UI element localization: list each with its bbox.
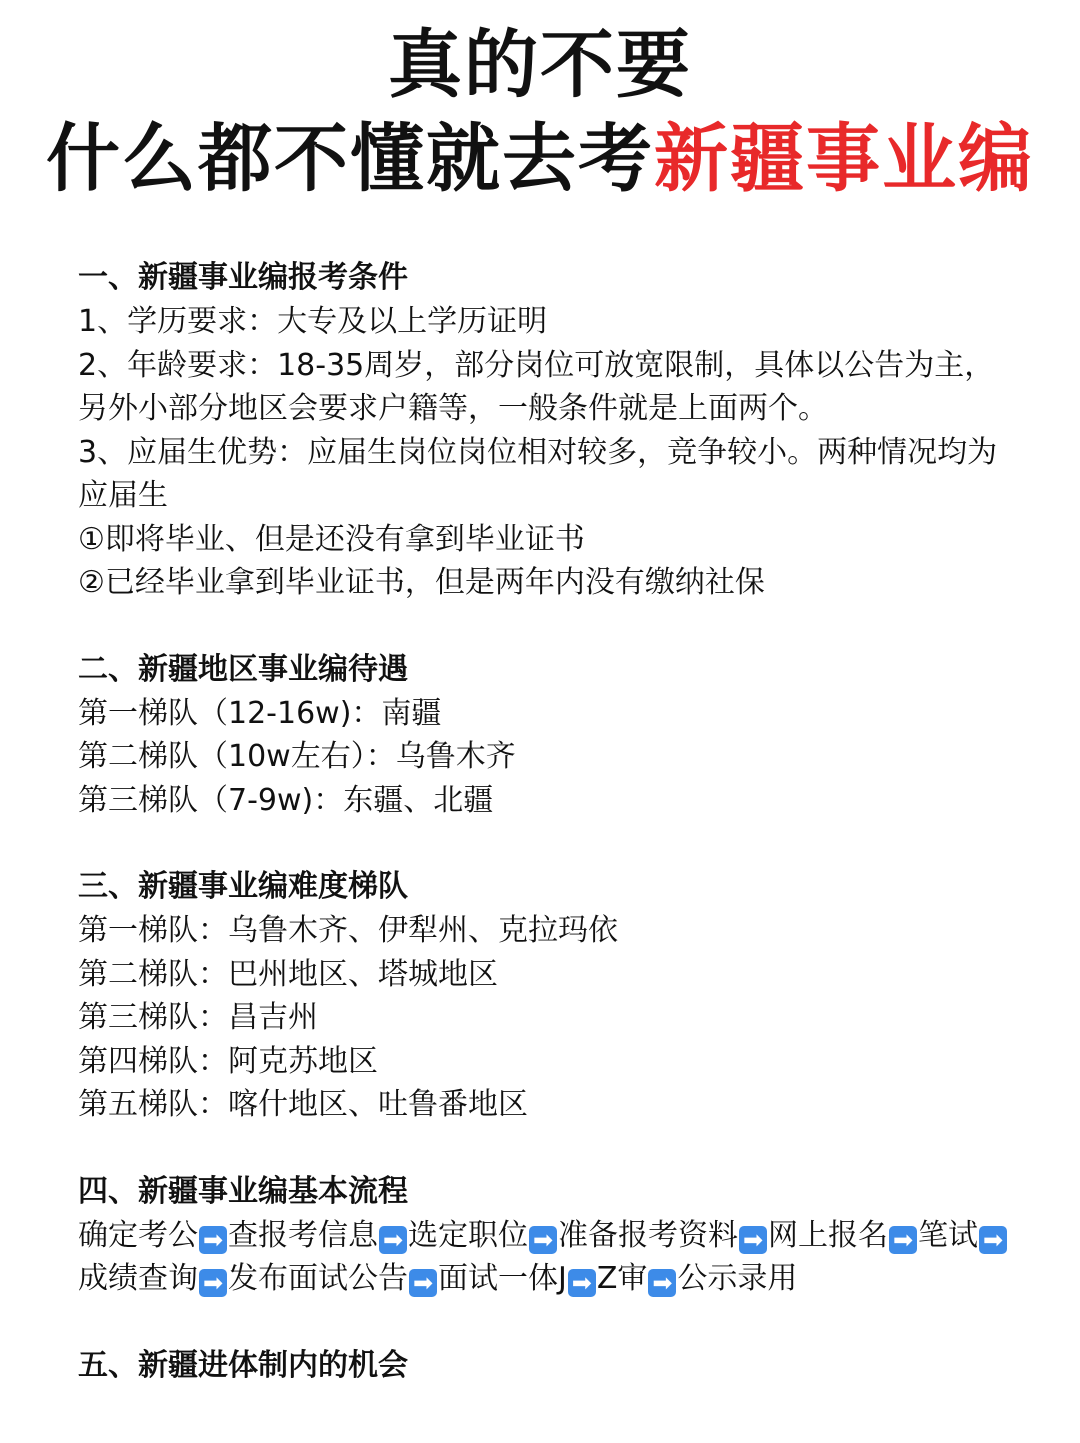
right-arrow-icon: ➡	[199, 1226, 227, 1254]
title	[0, 18, 1080, 206]
section-requirements	[78, 256, 1008, 605]
section-heading: 四、新疆事业编基本流程	[78, 1173, 408, 1209]
process-step: 选定职位	[408, 1217, 528, 1253]
process-step: 网上报名	[768, 1217, 888, 1253]
difficulty-tier-4: 第四梯队：阿克苏地区	[78, 1043, 378, 1079]
process-step: 公示录用	[677, 1261, 798, 1296]
salary-tier-1: 第一梯队（12-16w)：南疆	[78, 695, 442, 731]
title-line-2-black: 什么都不懂就去考	[46, 116, 654, 202]
title-line-2	[0, 112, 1080, 206]
right-arrow-icon: ➡	[529, 1226, 557, 1254]
section-difficulty	[78, 865, 1008, 1127]
section-heading: 一、新疆事业编报考条件	[78, 260, 408, 295]
difficulty-tier-2: 第二梯队：巴州地区、塔城地区	[78, 956, 498, 992]
process-step: 确定考公	[78, 1217, 198, 1253]
graduate-case-1: ①即将毕业、但是还没有拿到毕业证书	[78, 521, 585, 557]
right-arrow-icon: ➡	[379, 1226, 407, 1254]
process-step: 面试一体J	[438, 1261, 567, 1296]
requirement-education: 1、学历要求：大专及以上学历证明	[78, 304, 548, 339]
process-flow	[78, 1214, 1008, 1301]
salary-tier-3: 第三梯队（7-9w)：东疆、北疆	[78, 782, 494, 818]
requirement-age: 2、年龄要求：18-35周岁，部分岗位可放宽限制，具体以公告为主，另外小部分地区会要求户籍等，一般条件就是上面两个。	[78, 347, 995, 426]
difficulty-tier-3: 第三梯队：昌吉州	[78, 1000, 318, 1035]
difficulty-tier-1: 第一梯队：乌鲁木齐、伊犁州、克拉玛依	[78, 913, 618, 948]
right-arrow-icon: ➡	[889, 1226, 917, 1254]
section-heading: 三、新疆事业编难度梯队	[78, 869, 408, 904]
right-arrow-icon: ➡	[199, 1269, 227, 1297]
salary-tier-2: 第二梯队（10w左右）：乌鲁木齐	[78, 739, 516, 774]
process-step: 查报考信息	[228, 1217, 378, 1253]
right-arrow-icon: ➡	[648, 1269, 676, 1297]
section-process	[78, 1170, 1008, 1301]
requirement-graduate: 3、应届生优势：应届生岗位岗位相对较多，竞争较小。两种情况均为应届生	[78, 434, 998, 513]
process-step: 发布面试公告	[228, 1261, 408, 1296]
section-heading: 五、新疆进体制内的机会	[78, 1347, 408, 1383]
right-arrow-icon: ➡	[568, 1269, 596, 1297]
process-step: 笔试	[918, 1217, 978, 1253]
title-line-1: 真的不要	[388, 22, 692, 108]
right-arrow-icon: ➡	[739, 1226, 767, 1254]
difficulty-tier-5: 第五梯队：喀什地区、吐鲁番地区	[78, 1087, 528, 1122]
graduate-case-2: ②已经毕业拿到毕业证书，但是两年内没有缴纳社保	[78, 565, 765, 600]
right-arrow-icon: ➡	[979, 1226, 1007, 1254]
title-line-2-red: 新疆事业编	[654, 116, 1034, 202]
right-arrow-icon: ➡	[409, 1269, 437, 1297]
process-step: Z审	[596, 1261, 648, 1296]
section-salary	[78, 648, 1008, 823]
section-opportunities	[78, 1344, 1008, 1388]
process-step: 准备报考资料	[558, 1217, 738, 1253]
article-body	[78, 256, 1008, 1431]
section-heading: 二、新疆地区事业编待遇	[78, 651, 408, 687]
process-step: 成绩查询	[78, 1261, 198, 1296]
